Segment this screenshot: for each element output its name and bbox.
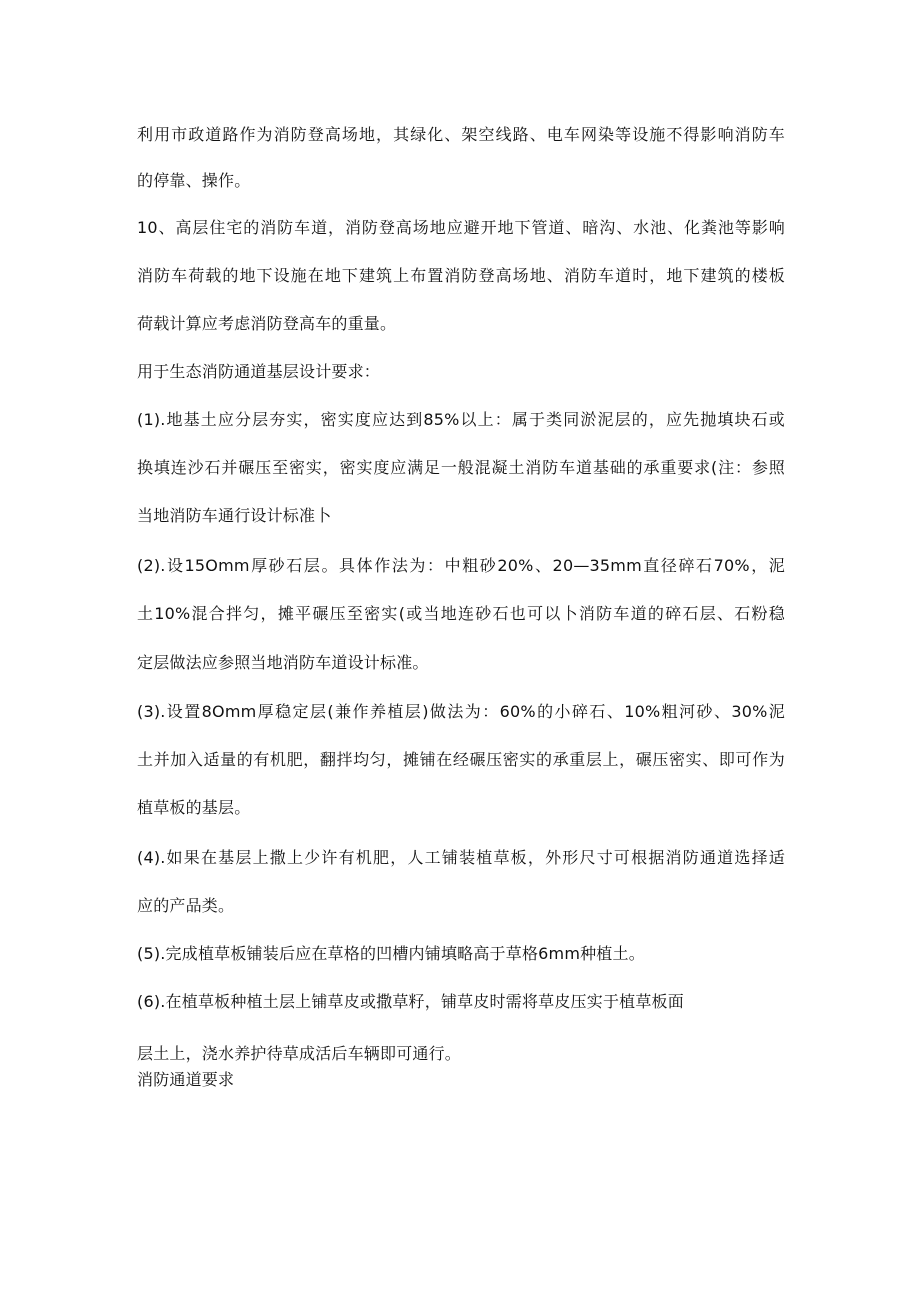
closing-heading: 消防通道要求: [137, 1070, 235, 1089]
section-heading: 用于生态消防通道基层设计要求：: [137, 362, 381, 381]
item-3-line: (3).设置8Omm厚稳定层(兼作养植层)做法为：60%的小碎石、10%粗河砂、30%泥: [137, 702, 785, 721]
item-6-line: (6).在植草板种植土层上铺草皮或撒草籽，铺草皮时需将草皮压实于植草板面: [137, 992, 684, 1011]
item-4-line: (4).如果在基层上撒上少许有机肥，人工铺装植草板，外形尺寸可根据消防通道选择适: [137, 848, 785, 867]
item-2-line: (2).设15Omm厚砂石层。具体作法为：中粗砂20%、20—35mm直径碎石70%，泥: [137, 556, 785, 575]
body-text-line: 土并加入适量的有机肥，翻拌均匀，摊铺在经碾压密实的承重层上，碾压密实、即可作为: [137, 750, 785, 769]
item-1-line: (1).地基土应分层夯实，密实度应达到85%以上：属于类同淤泥层的，应先抛填块石或: [137, 410, 785, 429]
body-text-line: 换填连沙石并碾压至密实，密实度应满足一般混凝土消防车道基础的承重要求(注：参照: [137, 458, 785, 477]
body-text-line: 层土上，浇水养护待草成活后车辆即可通行。: [137, 1044, 462, 1063]
item-5-line: (5).完成植草板铺装后应在草格的凹槽内铺填略高于草格6mm种植土。: [137, 944, 645, 963]
paragraph-10-line: 10、高层住宅的消防车道，消防登高场地应避开地下管道、暗沟、水池、化粪池等影响: [137, 218, 785, 237]
body-text-line: 荷载计算应考虑消防登高车的重量。: [137, 314, 397, 333]
body-text-line: 定层做法应参照当地消防车道设计标准。: [137, 653, 429, 672]
body-text-line: 植草板的基层。: [137, 798, 251, 817]
body-text-line: 当地消防车通行设计标准卜: [137, 506, 332, 525]
body-text-line: 土10%混合拌匀，摊平碾压至密实(或当地连砂石也可以卜消防车道的碎石层、石粉稳: [137, 604, 785, 623]
body-text-line: 利用市政道路作为消防登高场地，其绿化、架空线路、电车网染等设施不得影响消防车: [137, 125, 785, 144]
body-text-line: 应的产品类。: [137, 896, 235, 915]
body-text-line: 的停靠、操作。: [137, 171, 251, 190]
body-text-line: 消防车荷载的地下设施在地下建筑上布置消防登高场地、消防车道时，地下建筑的楼板: [137, 266, 785, 285]
